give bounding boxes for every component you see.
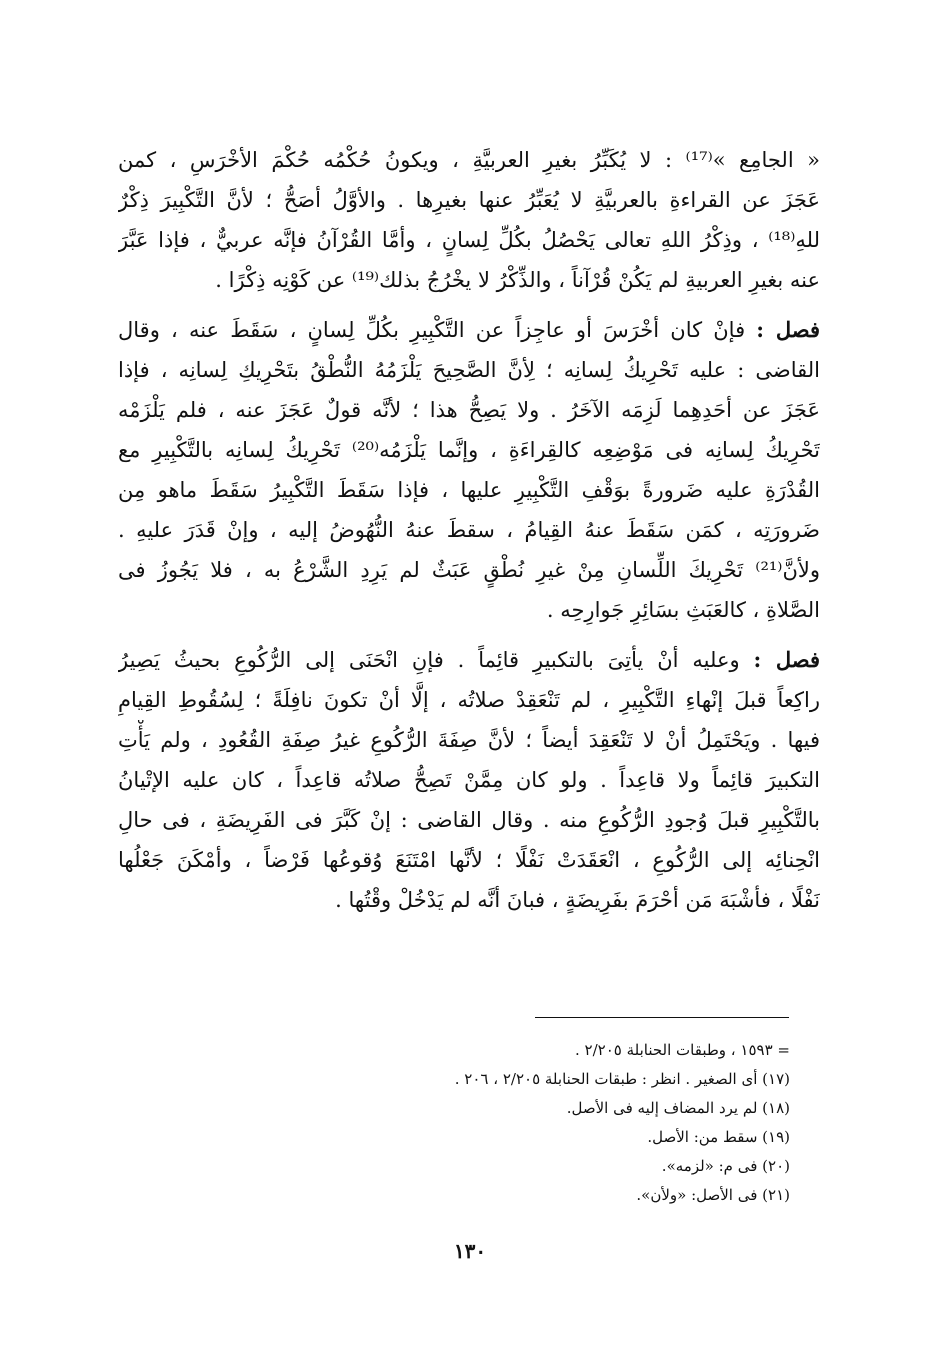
text-line: للهِ⁽¹⁸⁾ ، وذِكْرُ اللهِ تعالى يَحْصُلُ بكُلِّ لِسانٍ ، وأمَّا القُرْآنُ فإنَّه عربيٌّ ، فإذا عَبَّرَ bbox=[118, 228, 820, 252]
section-heading: فصل : bbox=[756, 317, 820, 342]
text-line: التكبيرَ قائِماً ولا قاعِداً . ولو كان مِمَّنْ تَصِحُّ صلاتُه قاعِداً ، كان عليه الإتْيانُ bbox=[118, 768, 820, 792]
text-line: ولأنَّ⁽²¹⁾ تَحْرِيكَ اللِّسانِ مِنْ غيرِ نُطْقٍ عَبَثٌ لم يَرِدِ الشَّرْعُ به ، فلا يَجُوزُ فى bbox=[118, 558, 820, 582]
text-line bbox=[118, 640, 820, 680]
text-line: عَجَزَ عن أحَدِهِما لَزِمَه الآخَرُ . ولا يَصِحُّ هذا ؛ لأنَّه قولٌ عَجَزَ عنه ، فلم يَلْزَمْه bbox=[118, 398, 820, 422]
footnote: (٢١) فى الأصل: «ولأن». bbox=[636, 1186, 790, 1204]
text-line: تَحْرِيكُ لِسانِه فى مَوْضِعِه كالقِراءَةِ ، وإنَّما يَلْزَمُه⁽²⁰⁾ تَحْرِيكُ لِسانِه بالتَّكْبِيرِ مع bbox=[118, 438, 820, 462]
text-line: فيها . ويَحْتَمِلُ أنْ لا تَنْعَقِدَ أيضاً ؛ لأنَّ صِفَةَ الرُّكُوعِ غيرُ صِفَةِ القُعُودِ ، ولم يَأْتِ bbox=[118, 728, 820, 752]
text-line bbox=[118, 310, 820, 350]
text-line: عَجَزَ عن القراءةِ بالعربيَّةِ لا يُعَبِّرُ عنها بغيرِها . والأوَّلُ أصَحُّ ؛ لأنَّ التَّكْبِيرَ ذِكْرٌ bbox=[118, 188, 820, 212]
text-line: القُدْرَةِ عليه ضَرورةً بوَقْفِ التَّكْبِيرِ عليها ، فإذا سَقَطَ التَّكْبِيرُ سَقَطَ ماهو مِن bbox=[118, 478, 820, 502]
text-line-content: وعليه أنْ يأتِىَ بالتكبيرِ قائِماً . فإنِ انْحَنَى إلى الرُّكُوعِ بحيثُ يَصِيرُ bbox=[118, 648, 754, 672]
text-line: راكِعاً قبلَ إنْهاءِ التَّكْبِيرِ ، لم تَنْعَقِدْ صلاتُه ، إلَّا أنْ تكونَ نافِلَةً ؛ لِسُقُوطِ القِيامِ bbox=[118, 688, 820, 712]
paragraph-3 bbox=[118, 640, 820, 920]
footnote-divider bbox=[535, 1017, 789, 1018]
paragraph-1 bbox=[118, 140, 820, 300]
footnote: (١٧) أى الصغير . انظر : طبقات الحنابلة ٢/٢٠٥ ، ٢٠٦ . bbox=[454, 1070, 790, 1088]
paragraph-2 bbox=[118, 310, 820, 630]
footnote: = ١٥٩٣ ، وطبقات الحنابلة ٢/٢٠٥ . bbox=[574, 1041, 790, 1059]
footnote: (١٩) سقط من: الأصل. bbox=[647, 1128, 790, 1146]
text-line: ضَرورَتِه ، كمَن سَقَطَ عنهُ القِيامُ ، سقطَ عنهُ النُّهُوضُ إليه ، وإنْ قَدَرَ عليهِ . bbox=[118, 518, 820, 542]
footnote: (١٨) لم يرد المضاف إليه فى الأصل. bbox=[566, 1099, 790, 1117]
footnote: (٢٠) فى م: «لزمه». bbox=[661, 1157, 790, 1175]
text-line: بالتَّكْبِيرِ قبلَ وُجودِ الرُّكُوعِ منه . وقال القاضى : إنْ كَبَّرَ فى الفَرِيضَةِ ، فى حالِ bbox=[118, 808, 820, 832]
text-line: عنه بغيرِ العربيةِ لم يَكُنْ قُرْآناً ، والذِّكْرُ لا يخْرُجُ بذلك⁽¹⁹⁾ عن كَوْنِه ذِكْرًا . bbox=[215, 268, 820, 292]
text-line: انْحِنائِه إلى الرُّكُوعِ ، انْعَقَدَتْ نَفْلًا ؛ لأنَّها امْتَنَعَ وُقوعُها فَرْضاً ، وأمْكَنَ جَعْلُها bbox=[118, 848, 820, 872]
main-text bbox=[118, 140, 820, 920]
text-line: نَفْلًا ، فأشْبَهَ مَن أحْرَمَ بفَرِيضَةٍ ، فبانَ أنَّه لم يَدْخُلْ وقْتُها . bbox=[335, 888, 820, 912]
text-line: القاضى : عليه تَحْرِيكُ لِسانِه ؛ لِأنَّ الصَّحِيحَ يَلْزَمُهُ النُّطْقُ بتَحْرِيكِ لِسانِه ، فإذا bbox=[118, 358, 820, 382]
footnotes bbox=[360, 1036, 790, 1210]
text-line: « الجامِع »⁽¹⁷⁾ : لا يُكَبِّرُ بغيرِ العربيَّةِ ، ويكونُ حُكْمُه حُكْمَ الأخْرَسِ ، كمن bbox=[118, 148, 820, 172]
section-heading: فصل : bbox=[753, 647, 820, 672]
text-line: الصَّلاةِ ، كالعَبَثِ بسَائِرِ جَوارِحِه . bbox=[546, 598, 820, 622]
text-line-content: فإنْ كان أخْرَسَ أو عاجِزاً عن التَّكْبِيرِ بكُلِّ لِسانٍ ، سَقَطَ عنه ، وقال bbox=[118, 318, 757, 342]
page-number: ١٣٠ bbox=[453, 1239, 487, 1263]
